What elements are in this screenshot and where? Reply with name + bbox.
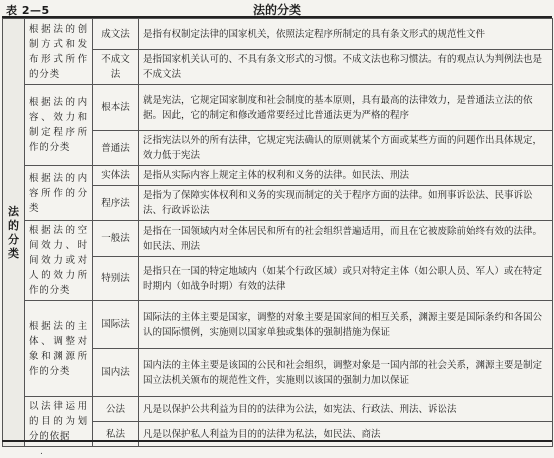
basis-cell: 根据法的内容、效力和制定程序所作的分类 xyxy=(25,85,93,166)
type-cell: 国际法 xyxy=(93,301,139,349)
classification-table xyxy=(2,18,553,447)
table-row xyxy=(3,166,553,186)
type-cell: 程序法 xyxy=(93,186,139,221)
desc-cell: 是指从实际内容上规定主体的权利和义务的法律。如民法、刑法 xyxy=(139,166,553,186)
basis-cell: 根据法的主体、调整对象和渊源所作的分类 xyxy=(25,301,93,397)
table-row xyxy=(3,221,553,257)
type-cell: 成文法 xyxy=(93,19,139,50)
desc-cell: 凡是以保护私人利益为目的的法律为私法，如民法、商法 xyxy=(139,422,553,447)
type-cell: 实体法 xyxy=(93,166,139,186)
basis-cell: 根据法的创制方式和发布形式所作的分类 xyxy=(25,19,93,85)
desc-cell: 是指有权制定法律的国家机关，依照法定程序所制定的具有条文形式的规范性文件 xyxy=(139,19,553,50)
table-row xyxy=(3,397,553,422)
desc-cell: 国内法的主体主要是该国的公民和社会组织，调整对象是一国内部的社会关系，渊源主要是制定国立法机关颁布的规范性文件，实施则以该国的强制力加以保证 xyxy=(139,349,553,397)
desc-cell: 泛指宪法以外的所有法律，它规定宪法确认的原则就某个方面或某些方面的问题作出具体规定，效力低于宪法 xyxy=(139,131,553,166)
footnote-mark: . xyxy=(40,447,43,457)
category-cell xyxy=(3,19,25,447)
type-cell: 私法 xyxy=(93,422,139,447)
desc-cell: 是指只在一国的特定地域内（如某个行政区域）或只对特定主体（如公职人员、军人）或在特定时期内（如战争时期）有效的法律 xyxy=(139,257,553,301)
table-title: 法的分类 xyxy=(252,3,301,17)
basis-cell: 以法律运用的目的为划分的依据 xyxy=(25,397,93,447)
desc-cell: 凡是以保护公共利益为目的的法律为公法，如宪法、行政法、刑法、诉讼法 xyxy=(139,397,553,422)
type-cell: 特别法 xyxy=(93,257,139,301)
desc-cell: 国际法的主体主要是国家，调整的对象主要是国家间的相互关系，渊源主要是国际条约和各国公认的国际惯例，实施则以国家单独或集体的强制措施为保证 xyxy=(139,301,553,349)
table-row xyxy=(3,301,553,349)
table-row xyxy=(3,85,553,131)
bottom-rule xyxy=(2,440,552,442)
type-cell: 国内法 xyxy=(93,349,139,397)
type-cell: 公法 xyxy=(93,397,139,422)
type-cell: 不成文法 xyxy=(93,50,139,85)
type-cell: 一般法 xyxy=(93,221,139,257)
desc-cell: 是指国家机关认可的、不具有条文形式的习惯。不成文法也称习惯法。有的观点认为判例法也是不成文法 xyxy=(139,50,553,85)
desc-cell: 是指在一国领域内对全体居民和所有的社会组织普遍适用，而且在它被废除前始终有效的法律。如民法、刑法 xyxy=(139,221,553,257)
category-label: 法的分类 xyxy=(8,204,19,260)
desc-cell: 是指为了保障实体权利和义务的实现而制定的关于程序方面的法律。如刑事诉讼法、民事诉讼法、行政诉讼法 xyxy=(139,186,553,221)
table-row xyxy=(3,19,553,50)
basis-cell: 根据法的内容所作的分类 xyxy=(25,166,93,221)
type-cell: 普通法 xyxy=(93,131,139,166)
basis-cell: 根据法的空间效力、时间效力或对人的效力所作的分类 xyxy=(25,221,93,301)
type-cell: 根本法 xyxy=(93,85,139,131)
desc-cell: 就是宪法，它规定国家制度和社会制度的基本原则，具有最高的法律效力，是普通法立法的依据。因此，它的制定和修改通常要经过比普通法更为严格的程序 xyxy=(139,85,553,131)
table-number: 表 2—5 xyxy=(6,4,50,17)
